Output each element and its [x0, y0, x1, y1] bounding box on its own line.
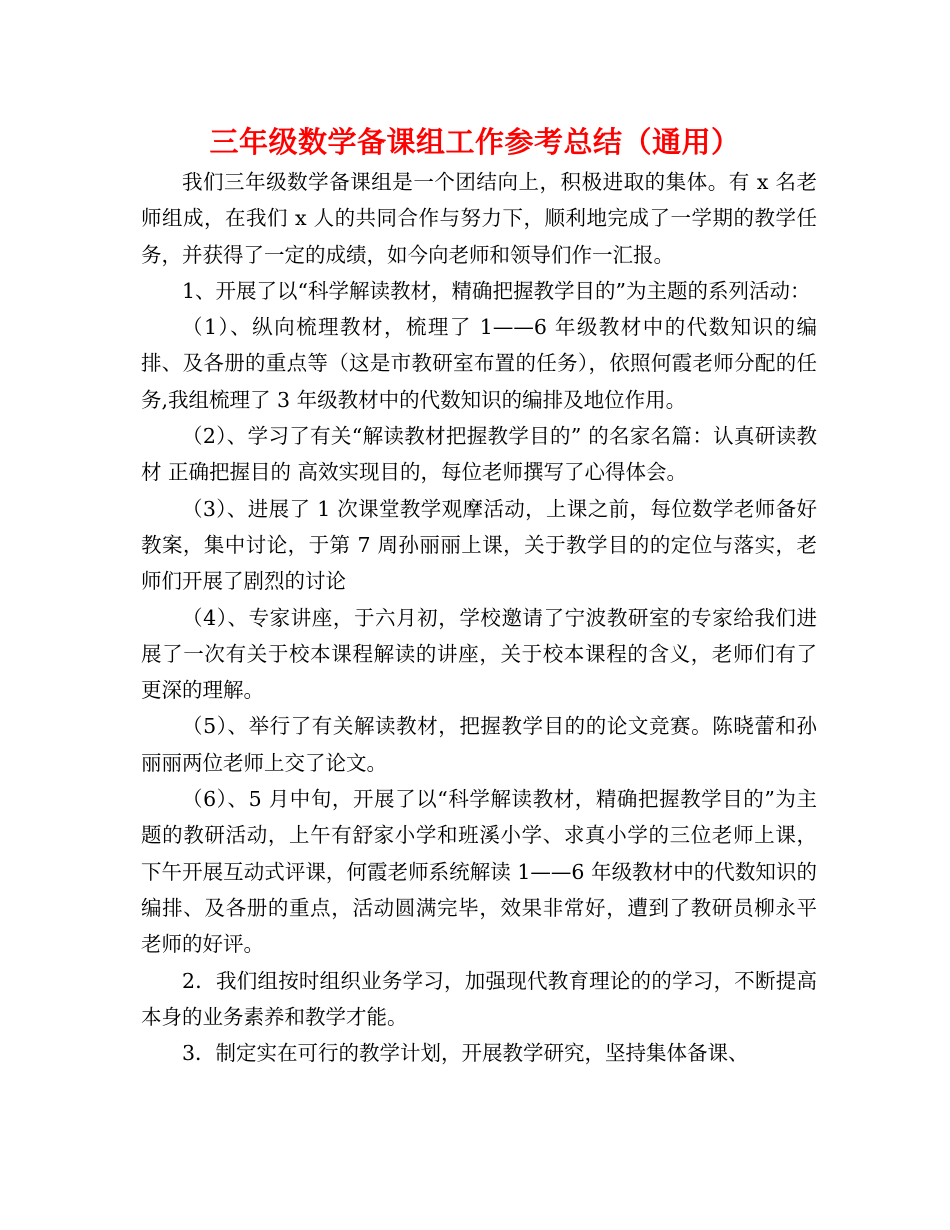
document-title: 三年级数学备课组工作参考总结（通用） [209, 125, 741, 159]
paragraph-subitem-5: （5）、举行了有关解读教材，把握教学目的的论文竞赛。陈晓蕾和孙丽丽两位老师上交了论文。 [141, 714, 817, 775]
paragraph-intro: 我们三年级数学备课组是一个团结向上，积极进取的集体。有 x 名老师组成，在我们 x 人的共同合作与努力下，顺利地完成了一学期的教学任务，并获得了一定的成绩，如今向老师和领导们作一汇报。 [141, 170, 817, 267]
paragraph-subitem-1: （1）、纵向梳理教材，梳理了 1——6 年级教材中的代数知识的编排、及各册的重点等（这是市教研室布置的任务），依照何霞老师分配的任务,我组梳理了 3 年级教材中的代数知识的编排及地位作用。 [141, 315, 817, 412]
document-body [141, 164, 817, 1071]
paragraph-item-3: 3．制定实在可行的教学计划，开展教学研究，坚持集体备课、 [182, 1041, 749, 1066]
paragraph-subitem-2: （2）、学习了有关“解读教材把握教学目的” 的名家名篇：认真研读教材 正确把握目的 高效实现目的，每位老师撰写了心得体会。 [141, 424, 817, 485]
paragraph-subitem-6: （6）、5 月中旬，开展了以“科学解读教材，精确把握教学目的”为主题的教研活动，上午有舒家小学和班溪小学、求真小学的三位老师上课，下午开展互动式评课，何霞老师系统解读 1——6 年级教材中的代数知识的编排、及各册的重点，活动圆满完毕，效果非常好，遭到了教研员柳永平老师的好评。 [141, 787, 817, 957]
paragraph-subitem-4: （4）、专家讲座，于六月初，学校邀请了宁波教研室的专家给我们进展了一次有关于校本课程解读的讲座，关于校本课程的含义，老师们有了更深的理解。 [141, 605, 817, 703]
paragraph-item-1: 1、开展了以“科学解读教材，精确把握教学目的”为主题的系列活动： [182, 278, 811, 303]
paragraph-subitem-3: （3）、进展了 1 次课堂教学观摩活动，上课之前，每位数学老师备好教案，集中讨论，于第 7 周孙丽丽上课，关于教学目的的定位与落实，老师们开展了剧烈的讨论 [141, 496, 817, 594]
paragraph-item-2: 2．我们组按时组织业务学习，加强现代教育理论的的学习，不断提高本身的业务素养和教学才能。 [141, 968, 817, 1029]
